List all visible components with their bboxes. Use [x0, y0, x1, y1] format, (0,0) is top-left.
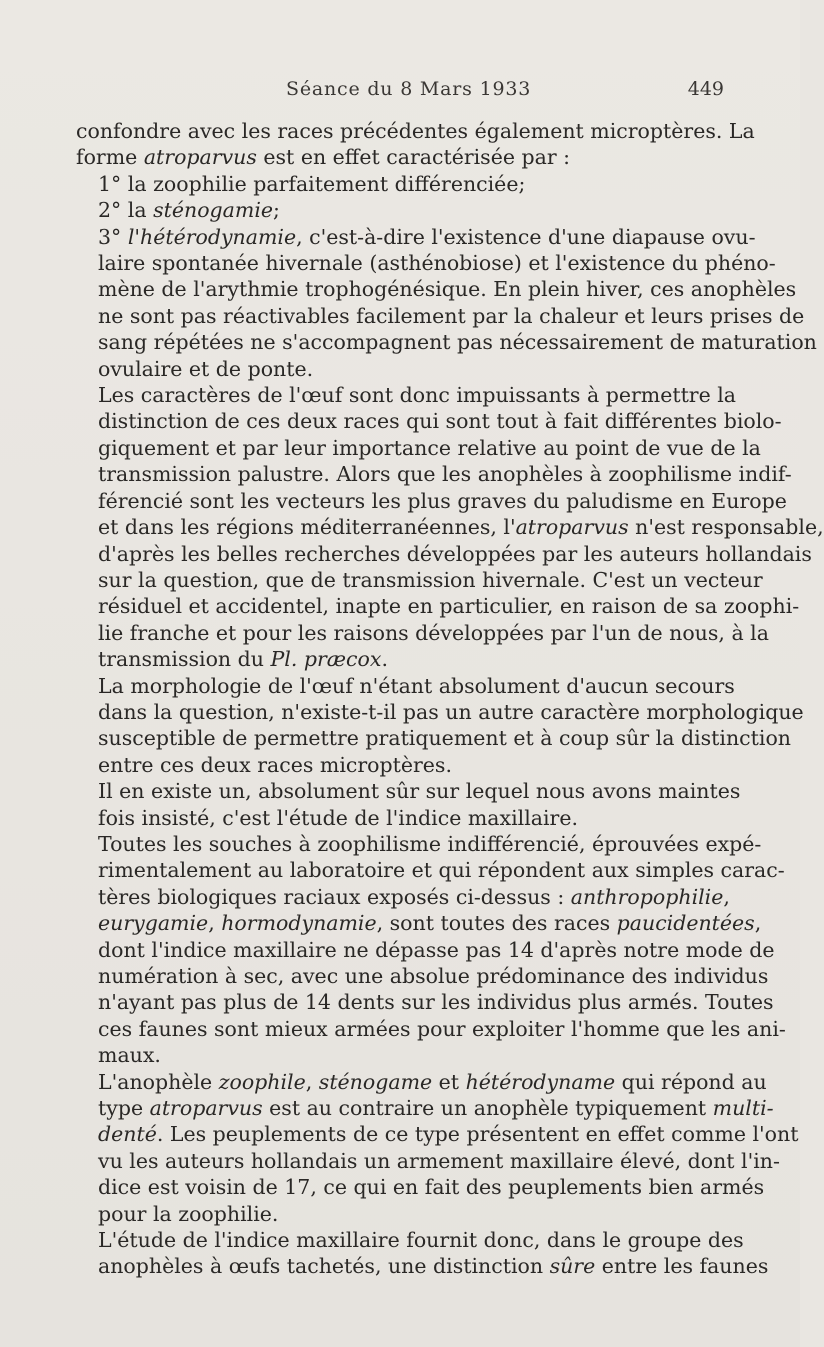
text-line: giquement et par leur importance relative au point de vue de la [98, 435, 761, 460]
text-line: dice est voisin de 17, ce qui en fait des peuplements bien armés [98, 1175, 765, 1200]
text-line: sur la question, que de transmission hivernale. C'est un vecteur [98, 567, 763, 592]
text-line: denté. Les peuplements de ce type présentent en effet comme l'ont [98, 1122, 799, 1147]
text-line: confondre avec les races précédentes également microptères. La [76, 119, 755, 143]
text-line: rimentalement au laboratoire et qui répondent aux simples carac- [98, 858, 785, 883]
text-line: lie franche et pour les raisons développées par l'un de nous, à la [98, 620, 769, 645]
text-line: et dans les régions méditerranéennes, l'atroparvus n'est responsable, [98, 515, 824, 540]
page-number: 449 [687, 78, 724, 100]
text-line: transmission palustre. Alors que les anophèles à zoophilisme indif- [98, 462, 792, 487]
text-line: 1° la zoophilie parfaitement différenciée; [98, 171, 526, 196]
running-head: Séance du 8 Mars 1933 [286, 78, 532, 100]
text-line: vu les auteurs hollandais un armement maxillaire élevé, dont l'in- [98, 1148, 780, 1173]
text-line: numération à sec, avec une absolue prédominance des individus [98, 964, 769, 988]
text-line: Les caractères de l'œuf sont donc impuissants à permettre la [98, 383, 737, 408]
text-line: dans la question, n'existe-t-il pas un autre caractère morphologique [98, 699, 804, 724]
text-line: tères biologiques raciaux exposés ci-dessus : anthropophilie, [98, 884, 730, 909]
paragraph-4 [76, 778, 741, 831]
text-line: 2° la sténogamie; [98, 198, 280, 223]
text-line: résiduel et accidentel, inapte en particulier, en raison de sa zoophi- [98, 594, 800, 619]
paragraph-list-item-2 [76, 197, 726, 223]
page-header [0, 78, 800, 108]
text-line: mène de l'arythmie trophogénésique. En plein hiver, ces anophèles [98, 277, 797, 302]
paragraph-6 [76, 1069, 799, 1227]
text-line: entre ces deux races microptères. [98, 752, 452, 777]
text-line: pour la zoophilie. [98, 1201, 279, 1226]
paragraph-3 [76, 673, 804, 779]
text-line: type atroparvus est au contraire un anophèle typiquement multi- [98, 1096, 774, 1121]
text-line: sang répétées ne s'accompagnent pas nécessairement de maturation [98, 330, 817, 355]
body-text [76, 118, 824, 1280]
text-line: L'étude de l'indice maxillaire fournit donc, dans le groupe des [98, 1228, 744, 1253]
text-line: n'ayant pas plus de 14 dents sur les individus plus armés. Toutes [98, 990, 774, 1015]
text-line: ne sont pas réactivables facilement par la chaleur et leurs prises de [98, 303, 805, 328]
text-line: transmission du Pl. præcox. [98, 647, 388, 672]
text-line: 3° l'hétérodynamie, c'est-à-dire l'existence d'une diapause ovu- [98, 224, 756, 249]
text-line: distinction de ces deux races qui sont tout à fait différentes biolo- [98, 409, 782, 434]
paragraph-list-item-1 [76, 171, 726, 197]
text-line: La morphologie de l'œuf n'étant absolument d'aucun secours [98, 673, 735, 698]
text-line: anophèles à œufs tachetés, une distinction sûre entre les faunes [98, 1254, 769, 1279]
paragraph-1 [76, 118, 755, 171]
paragraph-5 [76, 831, 786, 1069]
text-line: férencié sont les vecteurs les plus graves du paludisme en Europe [98, 488, 787, 513]
text-line: ces faunes sont mieux armées pour exploiter l'homme que les ani- [98, 1016, 786, 1041]
paragraph-list-item-3 [76, 224, 817, 382]
text-line: eurygamie, hormodynamie, sont toutes des races paucidentées, [98, 911, 762, 936]
text-line: ovulaire et de ponte. [98, 356, 314, 381]
text-line: dont l'indice maxillaire ne dépasse pas 14 d'après notre mode de [98, 937, 775, 962]
text-line: maux. [98, 1043, 161, 1068]
text-line: d'après les belles recherches développées par les auteurs hollandais [98, 541, 812, 566]
text-line: forme atroparvus est en effet caractérisée par : [76, 145, 571, 170]
text-line: susceptible de permettre pratiquement et à coup sûr la distinction [98, 726, 791, 751]
text-line: L'anophèle zoophile, sténogame et hétérodyname qui répond au [98, 1069, 767, 1094]
paragraph-2 [76, 382, 824, 672]
text-line: Toutes les souches à zoophilisme indifférencié, éprouvées expé- [98, 831, 762, 856]
text-line: laire spontanée hivernale (asthénobiose) et l'existence du phéno- [98, 251, 776, 276]
text-line: Il en existe un, absolument sûr sur lequel nous avons maintes [98, 779, 741, 804]
text-line: fois insisté, c'est l'étude de l'indice maxillaire. [98, 805, 578, 830]
paragraph-7 [76, 1227, 769, 1280]
